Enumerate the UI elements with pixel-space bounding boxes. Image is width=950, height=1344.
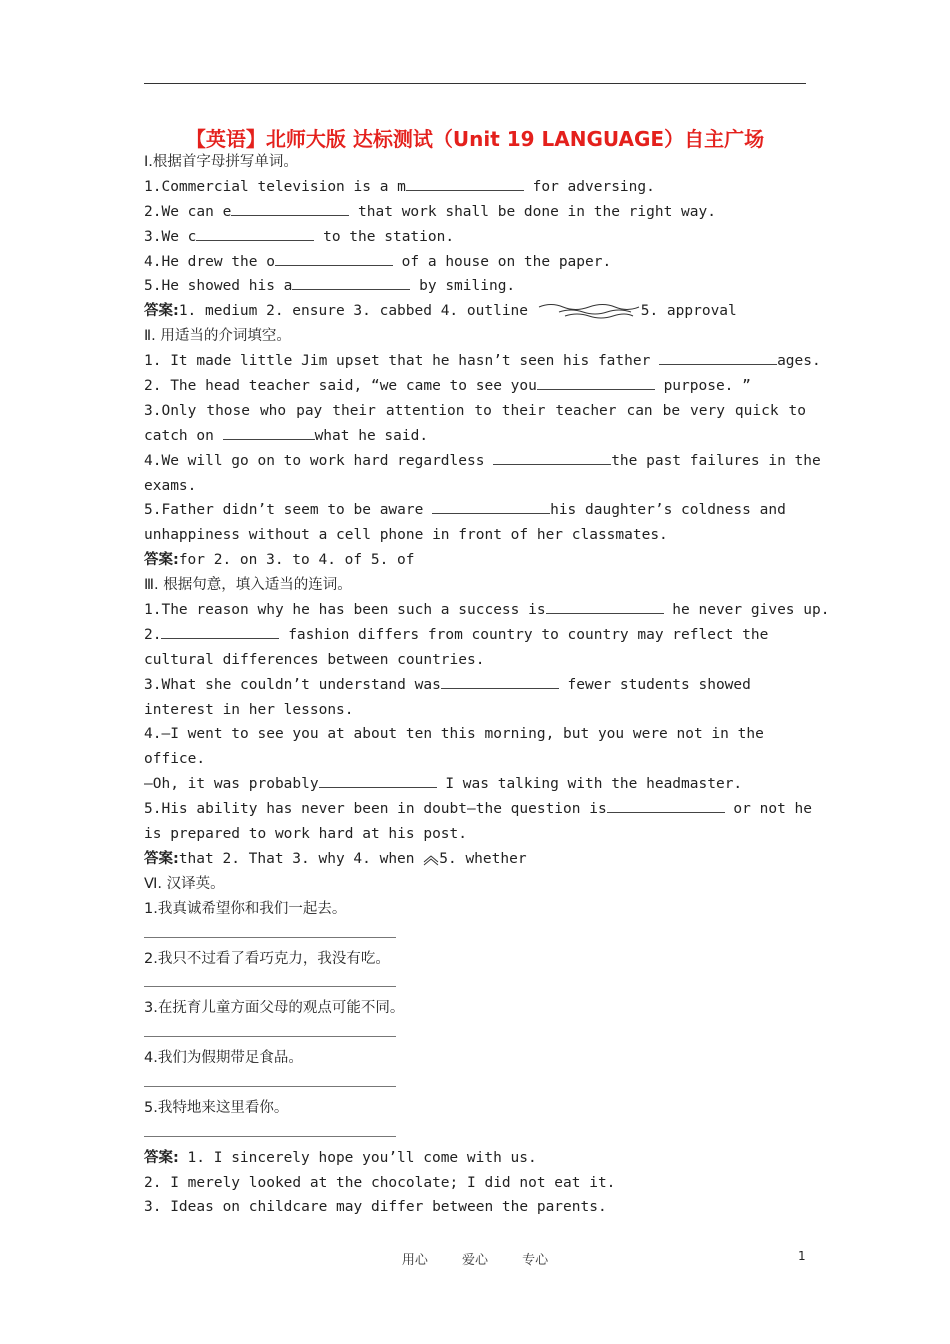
answer-blank[interactable] [275,251,393,266]
section-3-heading: Ⅲ. 根据句意，填入适当的连词。 [144,577,352,594]
question: 4.—I went to see you at about ten this morning, but you were not in the [144,726,764,743]
question: 2. fashion differs from country to country may reflect the [144,623,806,648]
translation-question: 4.我们为假期带足食品。 [144,1050,303,1067]
question: 4.We will go on to work hard regardless the past failures in the [144,449,806,474]
question: 5.His ability has never been in doubt—the question is or not he [144,797,806,822]
page-footer: 用心 爱心 专心 [401,1253,549,1268]
answer-blank[interactable] [161,624,279,639]
question-continued: cultural differences between countries. [144,651,485,668]
answer-blank[interactable] [607,798,725,813]
answer-blank[interactable] [223,425,315,440]
translation-question: 3.在抚育儿童方面父母的观点可能不同。 [144,1000,405,1017]
answer-line: 答案: 1. I sincerely hope you’ll come with us. [144,1149,537,1166]
answer-write-line[interactable] [144,922,806,947]
answer-write-line[interactable] [144,1071,806,1096]
question: 3.What she couldn’t understand was fewer students showed [144,673,806,698]
section-1-heading: Ⅰ.根据首字母拼写单词。 [144,154,298,170]
question: 2.We can e that work shall be done in the right way. [144,200,806,225]
answer-blank[interactable] [406,176,524,191]
page-title: 【英语】北师大版 达标测试（Unit 19 LANGUAGE）自主广场 [185,127,765,151]
translation-question: 2.我只不过看了看巧克力，我没有吃。 [144,950,390,967]
squiggle-mark [537,301,641,321]
answer-blank[interactable] [432,499,550,514]
answer-line: 答案:for 2. on 3. to 4. of 5. of [144,552,415,569]
answer-write-line[interactable] [144,1021,806,1046]
section-4-heading: Ⅵ. 汉译英。 [144,875,225,892]
answer-blank[interactable] [292,275,410,290]
answer-write-line[interactable] [144,1121,806,1146]
answer-blank[interactable] [196,226,314,241]
translation-question: 1.我真诚希望你和我们一起去。 [144,900,347,917]
answer-line: 答案:1. medium 2. ensure 3. cabbed 4. outline 5. approval [144,303,737,320]
question-continued: —Oh, it was probably I was talking with the headmaster. [144,772,806,797]
answer-line: 2. I merely looked at the chocolate; I did not eat it. [144,1174,616,1191]
question-continued: exams. [144,477,197,494]
answer-write-line[interactable] [144,971,806,996]
answer-line: 答案:that 2. That 3. why 4. when 5. whether [144,850,527,867]
question: 4.He drew the o of a house on the paper. [144,250,806,275]
question: 5.Father didn’t seem to be aware his daughter’s coldness and [144,498,806,523]
question-continued: unhappiness without a cell phone in front of her classmates. [144,527,668,544]
header-rule [144,83,806,84]
question-continued: office. [144,751,206,768]
answer-line: 3. Ideas on childcare may differ between the parents. [144,1199,607,1216]
caret-mark [423,852,439,866]
translation-question: 5.我特地来这里看你。 [144,1099,289,1116]
question-continued: catch on what he said. [144,424,806,449]
answer-blank[interactable] [319,773,437,788]
question: 2. The head teacher said, “we came to see you purpose. ” [144,374,806,399]
answer-blank[interactable] [441,674,559,689]
question-continued: is prepared to work hard at his post. [144,826,468,843]
page-number: 1 [798,1249,806,1263]
question: 5.He showed his a by smiling. [144,274,806,299]
answer-blank[interactable] [537,375,655,390]
question: 3.We c to the station. [144,225,806,250]
section-2-heading: Ⅱ. 用适当的介词填空。 [144,328,291,345]
answer-blank[interactable] [493,450,611,465]
answer-blank[interactable] [231,201,349,216]
question-continued: interest in her lessons. [144,701,354,718]
question: 3.Only those who pay their attention to their teacher can be very quick to [144,402,806,419]
worksheet-body [144,150,830,1220]
question: 1.The reason why he has been such a success is he never gives up. [144,598,806,623]
answer-blank[interactable] [546,599,664,614]
question: 1. It made little Jim upset that he hasn’t seen his father ages. [144,349,806,374]
answer-blank[interactable] [659,350,777,365]
question: 1.Commercial television is a m for adversing. [144,175,806,200]
